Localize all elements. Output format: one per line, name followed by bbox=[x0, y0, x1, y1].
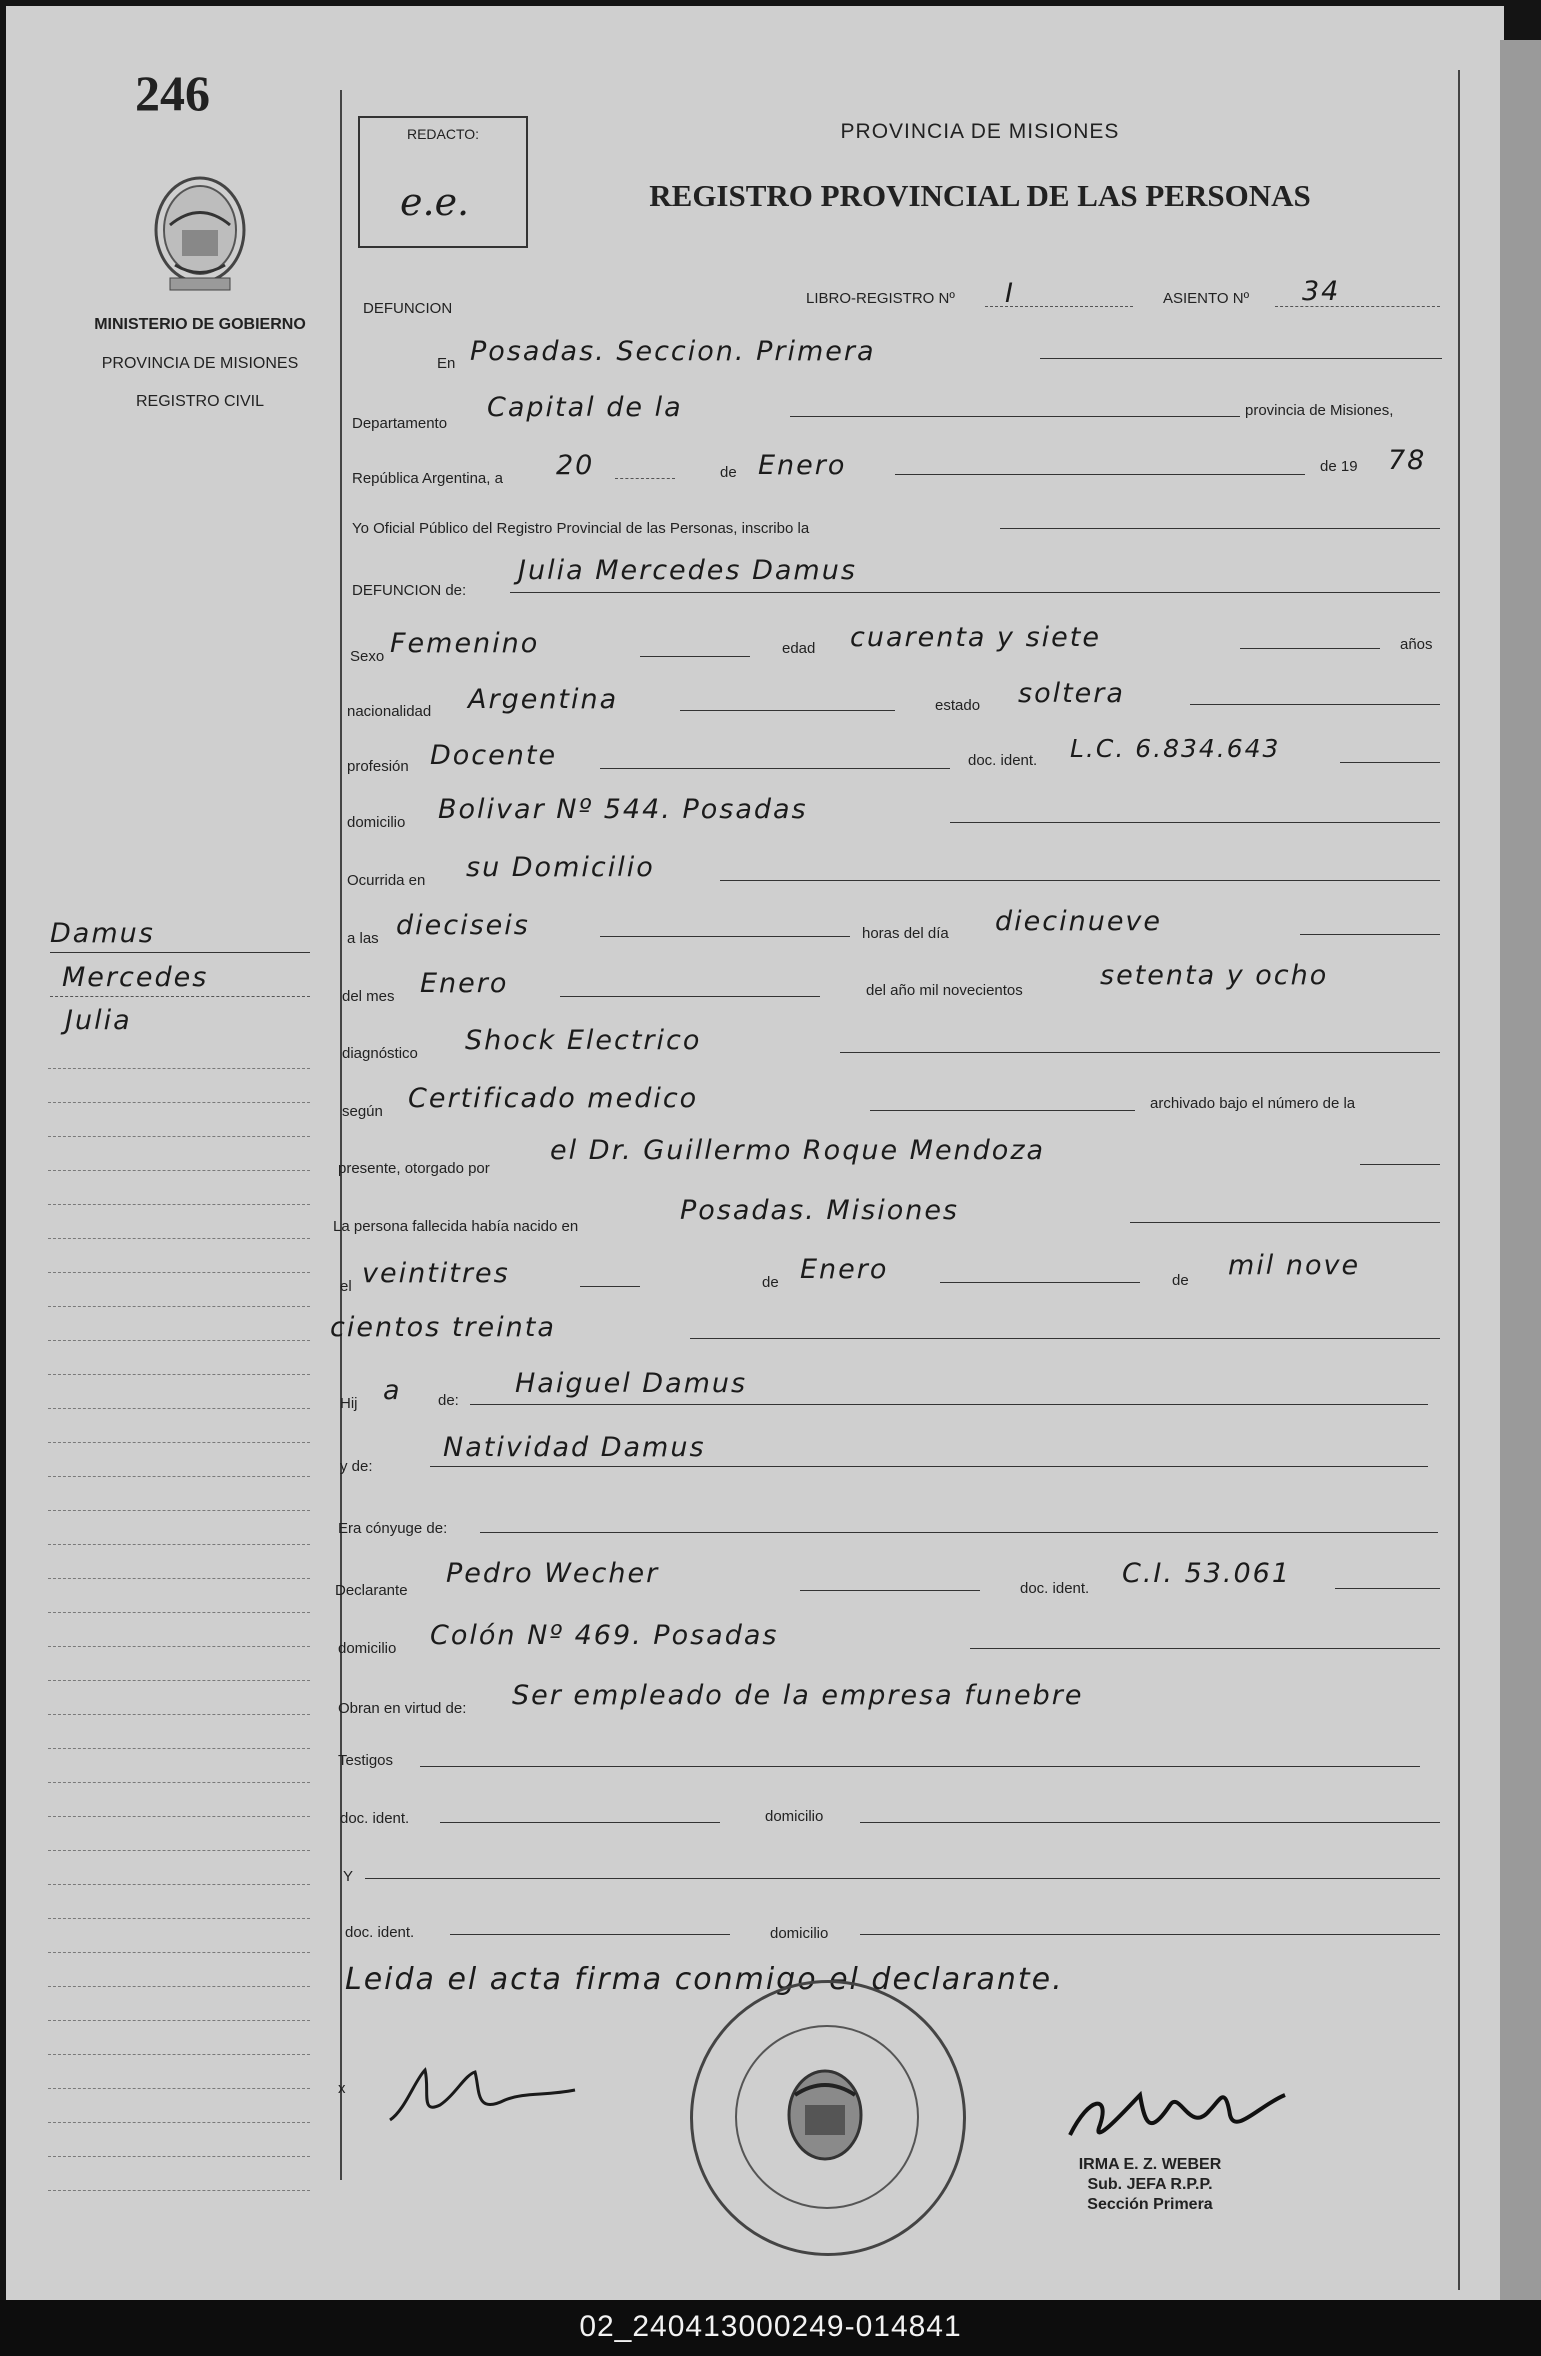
provincia-suffix: provincia de Misiones, bbox=[1245, 402, 1394, 419]
nacido-line bbox=[1130, 1222, 1440, 1223]
ocurrida-line bbox=[720, 880, 1440, 881]
dec-docident-label: doc. ident. bbox=[1020, 1580, 1090, 1597]
madre-line bbox=[430, 1466, 1428, 1467]
ocurrida-label: Ocurrida en bbox=[347, 872, 426, 889]
closing-statement: Leida el acta firma conmigo el declarante. bbox=[345, 1962, 1064, 1997]
right-vertical-rule bbox=[1458, 70, 1460, 2290]
asiento-line bbox=[1275, 306, 1440, 307]
y-label: Y bbox=[343, 1868, 354, 1885]
madre-value: Natividad Damus bbox=[443, 1432, 706, 1463]
sexo-value: Femenino bbox=[390, 628, 540, 659]
dec-domicilio-value: Colón Nº 469. Posadas bbox=[430, 1620, 779, 1651]
republica-label: República Argentina, a bbox=[352, 470, 503, 487]
declarante-line bbox=[800, 1590, 980, 1591]
footer-id: 02_240413000249-014841 bbox=[579, 2310, 962, 2343]
obran-value: Ser empleado de la empresa funebre bbox=[512, 1680, 1084, 1711]
testigos-label: Testigos bbox=[338, 1752, 394, 1769]
redacto-label: REDACTO: bbox=[406, 126, 480, 142]
domicilio-line bbox=[950, 822, 1440, 823]
official-signature bbox=[1060, 2075, 1290, 2155]
record-type: DEFUNCION bbox=[363, 300, 453, 317]
estado-line bbox=[1190, 704, 1440, 705]
segun-line bbox=[870, 1110, 1135, 1111]
hij-de-label: de: bbox=[438, 1392, 459, 1409]
oficial-line bbox=[1000, 528, 1440, 529]
hij-suffix: a bbox=[383, 1375, 402, 1406]
obran-label: Obran en virtud de: bbox=[338, 1700, 467, 1717]
declarante-value: Pedro Wecher bbox=[446, 1558, 660, 1589]
de-label: de bbox=[720, 464, 737, 481]
nac-de2-label: de bbox=[1172, 1272, 1189, 1289]
yde-label: y de: bbox=[340, 1458, 373, 1475]
conyuge-line bbox=[480, 1532, 1438, 1533]
page-edge bbox=[1500, 40, 1541, 2300]
year-prefix: de 19 bbox=[1320, 458, 1358, 475]
t2-docident-line bbox=[450, 1934, 730, 1935]
asiento-value: 34 bbox=[1302, 276, 1341, 307]
testigos-line bbox=[420, 1766, 1420, 1767]
segun-value: Certificado medico bbox=[408, 1083, 699, 1114]
t1-domicilio-line bbox=[860, 1822, 1440, 1823]
year-value: 78 bbox=[1388, 445, 1427, 476]
official-section: Sección Primera bbox=[1087, 2196, 1213, 2213]
redacto-box bbox=[358, 116, 528, 248]
official-name-stamp bbox=[1000, 2155, 1300, 2215]
coat-of-arms-icon bbox=[140, 170, 260, 300]
t2-line bbox=[365, 1878, 1440, 1879]
diames-line bbox=[1300, 934, 1440, 935]
dec-domicilio-label: domicilio bbox=[338, 1640, 397, 1657]
declarante-label: Declarante bbox=[335, 1582, 408, 1599]
nac-anio1-value: mil nove bbox=[1228, 1250, 1361, 1281]
padre-line bbox=[470, 1404, 1428, 1405]
en-label: En bbox=[437, 355, 456, 372]
nac-mes-value: Enero bbox=[800, 1254, 889, 1285]
delmes-value: Enero bbox=[420, 968, 509, 999]
t1-docident-label: doc. ident. bbox=[340, 1810, 410, 1827]
declarant-signature bbox=[385, 2060, 585, 2130]
diagnostico-label: diagnóstico bbox=[342, 1045, 418, 1062]
nac-dia-line bbox=[580, 1286, 640, 1287]
nac-dia-value: veintitres bbox=[362, 1258, 510, 1289]
estado-label: estado bbox=[935, 697, 981, 714]
edad-line bbox=[1240, 648, 1380, 649]
margin-ruled-lines bbox=[48, 1035, 310, 2191]
ocurrida-value: su Domicilio bbox=[466, 852, 655, 883]
nacionalidad-line bbox=[680, 710, 895, 711]
t2-domicilio-label: domicilio bbox=[770, 1925, 829, 1942]
archivado-label: archivado bajo el número de la bbox=[1150, 1095, 1356, 1112]
header-province: PROVINCIA DE MISIONES bbox=[840, 120, 1120, 143]
asiento-label: ASIENTO Nº bbox=[1163, 290, 1250, 307]
departamento-label: Departamento bbox=[352, 415, 448, 432]
estado-value: soltera bbox=[1018, 678, 1125, 709]
conyuge-label: Era cónyuge de: bbox=[338, 1520, 448, 1537]
nacido-label: La persona fallecida había nacido en bbox=[333, 1218, 579, 1235]
margin-note-name1: Julia bbox=[65, 1005, 132, 1036]
hij-label: Hij bbox=[340, 1395, 358, 1412]
official-name: IRMA E. Z. WEBER bbox=[1078, 2156, 1222, 2173]
domicilio-label: domicilio bbox=[347, 814, 406, 831]
edad-value: cuarenta y siete bbox=[850, 622, 1101, 653]
en-line bbox=[1040, 358, 1442, 359]
sexo-line bbox=[640, 656, 750, 657]
x-mark: x bbox=[338, 2080, 346, 2097]
horas-label: horas del día bbox=[862, 925, 949, 942]
docident-line bbox=[1340, 762, 1440, 763]
defuncion-line bbox=[510, 592, 1440, 593]
margin-rule bbox=[50, 996, 310, 997]
registry-label: REGISTRO CIVIL bbox=[135, 393, 265, 410]
redacto-initials: e.e. bbox=[400, 180, 470, 224]
dia-value: 20 bbox=[556, 450, 595, 481]
edad-label: edad bbox=[782, 640, 816, 657]
mes-line bbox=[895, 474, 1305, 475]
el-label: el bbox=[340, 1278, 352, 1295]
page-number: 246 bbox=[135, 65, 210, 121]
diagnostico-line bbox=[840, 1052, 1440, 1053]
official-title: Sub. JEFA R.P.P. bbox=[1087, 2176, 1213, 2193]
nacionalidad-value: Argentina bbox=[468, 684, 619, 715]
presente-value: el Dr. Guillermo Roque Mendoza bbox=[550, 1135, 1046, 1166]
hora-value: dieciseis bbox=[396, 910, 530, 941]
ministry-label: MINISTERIO DE GOBIERNO bbox=[94, 316, 306, 333]
left-vertical-rule bbox=[340, 90, 342, 2180]
diames-value: diecinueve bbox=[995, 906, 1163, 937]
footer-bar bbox=[0, 2300, 1541, 2356]
dec-docident-value: C.I. 53.061 bbox=[1122, 1558, 1292, 1589]
mes-value: Enero bbox=[758, 450, 847, 481]
nac-mes-line bbox=[940, 1282, 1140, 1283]
delmes-label: del mes bbox=[342, 988, 395, 1005]
en-value: Posadas. Seccion. Primera bbox=[470, 336, 876, 367]
stamp-emblem-icon bbox=[765, 2055, 885, 2175]
docident-value: L.C. 6.834.643 bbox=[1070, 734, 1281, 763]
padre-value: Haiguel Damus bbox=[515, 1368, 748, 1399]
delmes-line bbox=[560, 996, 820, 997]
libro-label: LIBRO-REGISTRO Nº bbox=[806, 290, 955, 307]
nacido-value: Posadas. Misiones bbox=[680, 1195, 960, 1226]
margin-rule bbox=[50, 952, 310, 953]
segun-label: según bbox=[342, 1103, 383, 1120]
presente-label: presente, otorgado por bbox=[338, 1160, 490, 1177]
domicilio-value: Bolivar Nº 544. Posadas bbox=[438, 794, 808, 825]
t2-docident-label: doc. ident. bbox=[345, 1924, 415, 1941]
libro-value: I bbox=[1005, 278, 1015, 309]
nac-anio2-value: cientos treinta bbox=[330, 1312, 556, 1343]
t1-docident-line bbox=[440, 1822, 720, 1823]
departamento-line bbox=[790, 416, 1240, 417]
dec-domicilio-line bbox=[970, 1648, 1440, 1649]
nac-de-label: de bbox=[762, 1274, 779, 1291]
departamento-value: Capital de la bbox=[487, 392, 683, 423]
libro-line bbox=[985, 306, 1133, 307]
margin-note-name2: Mercedes bbox=[62, 962, 209, 993]
profesion-value: Docente bbox=[430, 740, 558, 771]
sexo-label: Sexo bbox=[350, 648, 385, 665]
t1-domicilio-label: domicilio bbox=[765, 1808, 824, 1825]
delano-value: setenta y ocho bbox=[1100, 960, 1329, 991]
anos-label: años bbox=[1400, 636, 1433, 653]
defuncion-label: DEFUNCION de: bbox=[352, 582, 467, 599]
province-label: PROVINCIA DE MISIONES bbox=[101, 355, 299, 372]
profesion-line bbox=[600, 768, 950, 769]
profesion-label: profesión bbox=[347, 758, 409, 775]
diagnostico-value: Shock Electrico bbox=[465, 1025, 702, 1056]
hora-line bbox=[600, 936, 850, 937]
header-registry-title: REGISTRO PROVINCIAL DE LAS PERSONAS bbox=[649, 178, 1311, 213]
dia-line bbox=[615, 478, 675, 479]
nacionalidad-label: nacionalidad bbox=[347, 703, 432, 720]
delano-label: del año mil novecientos bbox=[866, 982, 1023, 999]
alas-label: a las bbox=[347, 930, 379, 947]
defuncion-value: Julia Mercedes Damus bbox=[518, 555, 857, 586]
presente-line bbox=[1360, 1164, 1440, 1165]
dec-docident-line bbox=[1335, 1588, 1440, 1589]
oficial-text: Yo Oficial Público del Registro Provincial de las Personas, inscribo la bbox=[352, 520, 810, 537]
nac-anio-line bbox=[690, 1338, 1440, 1339]
margin-note-surname: Damus bbox=[50, 918, 155, 949]
docident-label: doc. ident. bbox=[968, 752, 1038, 769]
t2-domicilio-line bbox=[860, 1934, 1440, 1935]
